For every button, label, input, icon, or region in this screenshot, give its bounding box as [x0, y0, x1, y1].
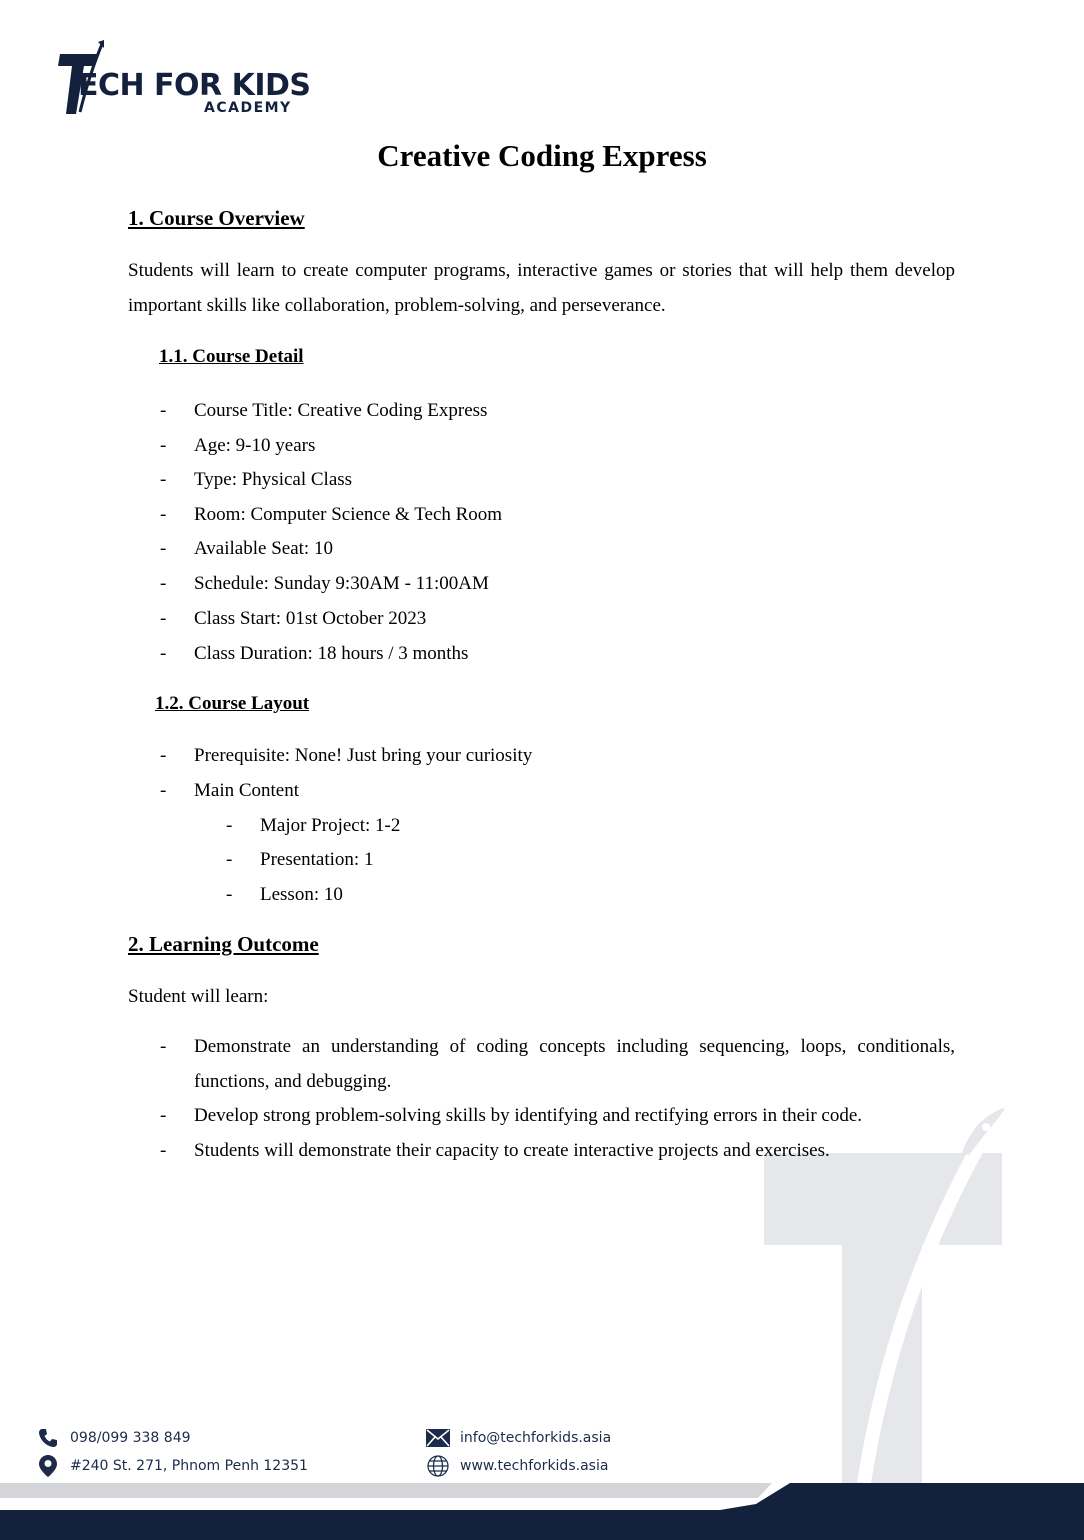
logo-text-sub: ACADEMY — [204, 100, 292, 116]
website-link[interactable]: www.techforkids.asia — [460, 1458, 609, 1474]
mail-icon — [426, 1426, 450, 1450]
phone-icon — [36, 1426, 60, 1450]
footer-address — [36, 1454, 308, 1478]
logo-text-main: ECH FOR KIDS — [78, 68, 311, 103]
footer-email — [426, 1426, 611, 1450]
section-heading-outcome: 2. Learning Outcome — [128, 932, 319, 956]
overview-paragraph: Students will learn to create computer programs, interactive games or stories that will help them develop important skills like collaboration, problem-solving, and perseverance. — [128, 260, 955, 316]
page-title: Creative Coding Express — [377, 138, 707, 173]
address-text: #240 St. 271, Phnom Penh 12351 — [70, 1458, 308, 1474]
footer-website — [426, 1454, 608, 1478]
outcome-intro: Student will learn: — [128, 986, 269, 1007]
subsection-heading-layout: 1.2. Course Layout — [155, 693, 310, 714]
location-pin-icon — [36, 1454, 60, 1478]
footer-band — [0, 1480, 1084, 1540]
email-link[interactable]: info@techforkids.asia — [460, 1430, 612, 1446]
academy-logo — [58, 40, 311, 116]
footer-phone — [36, 1426, 191, 1450]
globe-icon — [426, 1454, 450, 1478]
phone-number: 098/099 338 849 — [70, 1430, 191, 1446]
subsection-heading-detail: 1.1. Course Detail — [159, 346, 304, 367]
section-heading-overview: 1. Course Overview — [128, 206, 305, 230]
